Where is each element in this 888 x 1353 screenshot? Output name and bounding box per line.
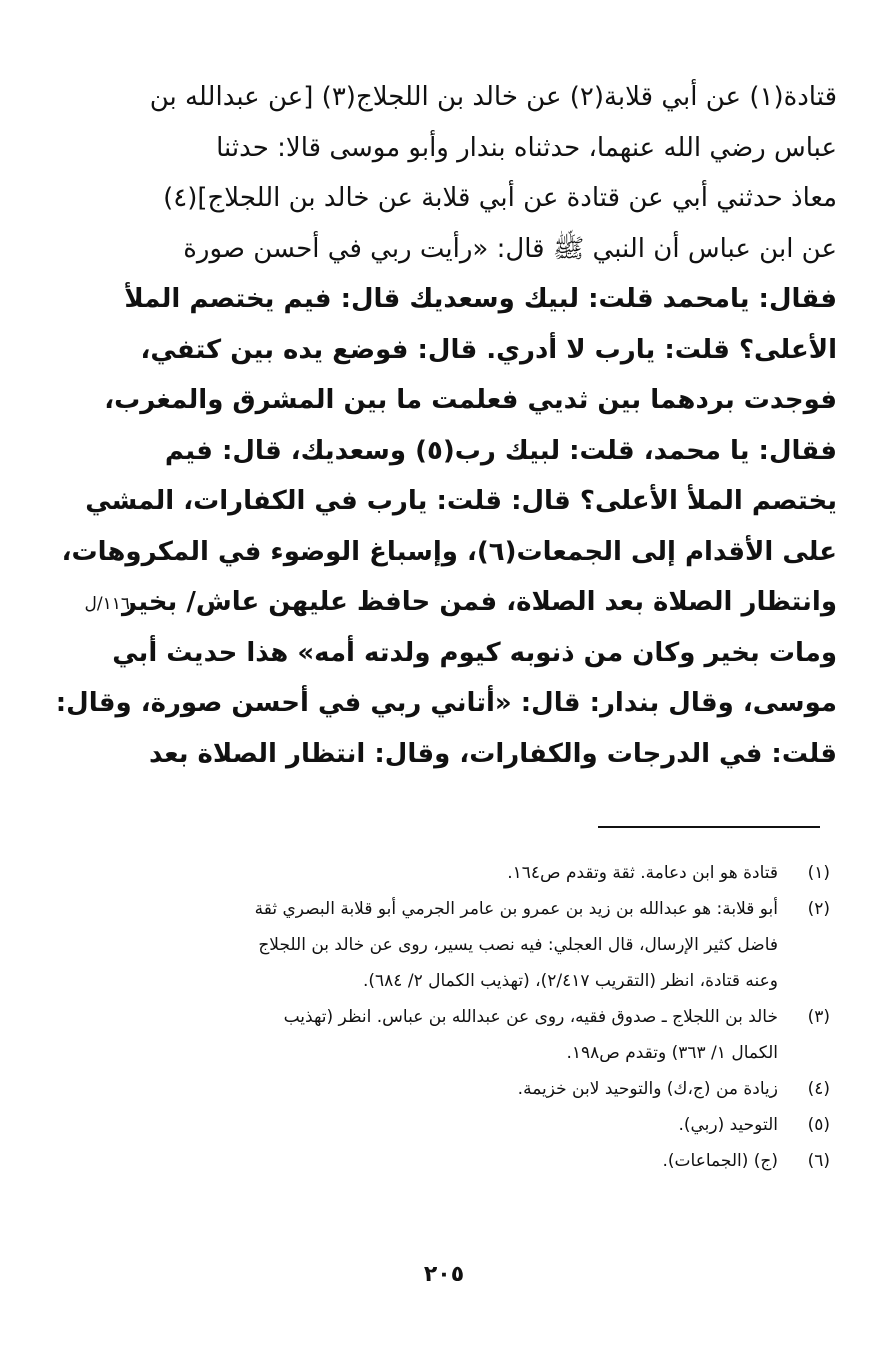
page-number: ٢٠٥ (423, 1262, 465, 1287)
main-text-line: ومات بخير وكان من ذنوبه كيوم ولدته أمه» هذا حديث أبي (112, 637, 837, 668)
footnote-text (150, 891, 778, 999)
footnote-item (150, 999, 830, 1071)
main-text-line: فوجدت بردهما بين ثديي فعلمت ما بين المشرق والمغرب، (104, 385, 837, 415)
footnote-line: فاضل كثير الإرسال، قال العجلي: فيه نصب يسير، روى عن خالد بن اللجلاج (258, 935, 778, 955)
main-text-line: يختصم الملأ الأعلى؟ قال: قلت: يارب في الكفارات، المشي (85, 486, 837, 516)
footnote-line: أبو قلابة: هو عبدالله بن زيد بن عمرو بن عامر الجرمي أبو قلابة البصري ثقة (254, 899, 778, 919)
footnote-text (150, 1143, 778, 1179)
footnote-line: زيادة من (ج،ك) والتوحيد لابن خزيمة. (517, 1079, 778, 1099)
footnote-line: وعنه قتادة، انظر (التقريب ٢/٤١٧)، (تهذيب الكمال ٢/ ٦٨٤). (363, 971, 778, 991)
main-text-line: فقال: يامحمد قلت: لبيك وسعديك قال: فيم يختصم الملأ (124, 284, 837, 314)
footnote-separator (598, 826, 820, 828)
footnote-number: (٣) (807, 1007, 830, 1027)
footnote-item (150, 1107, 830, 1143)
footnote-item (150, 891, 830, 999)
footnote-number: (٥) (807, 1115, 830, 1135)
footnote-text (150, 999, 778, 1071)
footnote-line: الكمال ١/ ٣٦٣) وتقدم ص١٩٨. (566, 1043, 778, 1063)
main-text-line: موسى، وقال بندار: قال: «أتاني ربي في أحسن صورة، وقال: (55, 688, 837, 718)
footnote-item (150, 855, 830, 891)
footnote-text (150, 855, 778, 891)
footnote-item (150, 1071, 830, 1107)
main-text-line: وانتظار الصلاة بعد الصلاة، فمن حافظ عليهن عاش/ بخير (122, 587, 837, 617)
manuscript-folio-marker: ١١٦/ل (84, 594, 130, 614)
footnote-line: قتادة هو ابن دعامة. ثقة وتقدم ص١٦٤. (507, 863, 778, 883)
footnotes-list (150, 855, 830, 1179)
footnote-line: (ج) (الجماعات). (662, 1151, 778, 1171)
main-text-line: معاذ حدثني أبي عن قتادة عن أبي قلابة عن خالد بن اللجلاج](٤) (163, 183, 837, 213)
footnote-text (150, 1107, 778, 1143)
footnote-text (150, 1071, 778, 1107)
footnote-number: (٦) (807, 1151, 830, 1171)
main-text-line: قتادة(١) عن أبي قلابة(٢) عن خالد بن اللجلاج(٣) [عن عبدالله بن (149, 82, 837, 112)
footnote-number: (١) (807, 863, 830, 883)
footnote-line: التوحيد (ربي). (678, 1115, 778, 1135)
main-text-line: قلت: في الدرجات والكفارات، وقال: انتظار الصلاة بعد (149, 738, 837, 769)
main-text-line: عباس رضي الله عنهما، حدثناه بندار وأبو موسى قالا: حدثنا (216, 132, 837, 163)
main-text-line: على الأقدام إلى الجمعات(٦)، وإسباغ الوضوء في المكروهات، (61, 536, 837, 567)
main-text-line: الأعلى؟ قلت: يارب لا أدري. قال: فوضع يده بين كتفي، (140, 334, 837, 365)
footnote-item (150, 1143, 830, 1179)
footnote-line: خالد بن اللجلاج ـ صدوق فقيه، روى عن عبدالله بن عباس. انظر (تهذيب (283, 1007, 778, 1027)
main-text-line: فقال: يا محمد، قلت: لبيك رب(٥) وسعديك، قال: فيم (164, 435, 837, 466)
main-text-line: عن ابن عباس أن النبي ﷺ قال: «رأيت ربي في أحسن صورة (183, 233, 837, 264)
footnote-number: (٤) (807, 1079, 830, 1099)
footnote-number: (٢) (807, 899, 830, 919)
